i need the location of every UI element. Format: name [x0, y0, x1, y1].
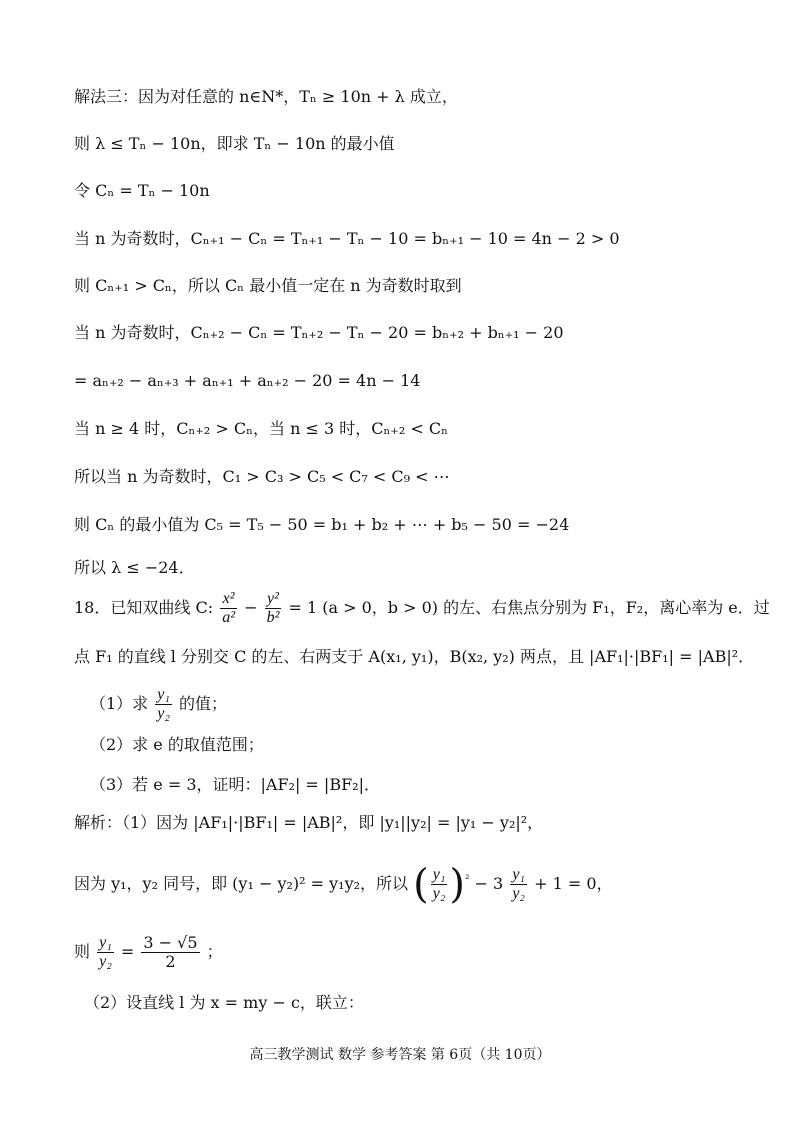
q18-line1-rest: = 1 (a > 0，b > 0) 的左、右焦点分别为 F₁，F₂，离心率为 e．过: [288, 598, 770, 617]
frac-denominator: 2: [165, 952, 176, 971]
page-footer: 高三教学测试 数学 参考答案 第 6页（共 10页）: [249, 1047, 551, 1063]
frac-denominator: y₂: [157, 705, 170, 722]
frac-numerator: y₁: [432, 866, 446, 883]
line-9: 所以当 n 为奇数时，C₁ > C₃ > C₅ < C₇ < C₉ < ⋯: [74, 467, 450, 486]
line-11: 所以 λ ≤ −24．: [74, 558, 195, 577]
line-8: 当 n ≥ 4 时，Cₙ₊₂ > Cₙ，当 n ≤ 3 时，Cₙ₊₂ < Cₙ: [74, 419, 449, 438]
frac-numerator: y₁: [512, 866, 525, 883]
q18-part-2: （2）求 e 的取值范围；: [90, 735, 264, 754]
solution-line-4: （2）设直线 l 为 x = my − c，联立：: [84, 993, 364, 1012]
frac-denominator: y₂: [99, 953, 112, 970]
line-10: 则 Cₙ 的最小值为 C₅ = T₅ − 50 = b₁ + b₂ + ⋯ + b₅ − 50 = −24: [74, 515, 570, 534]
fraction-y1-y2: [97, 934, 114, 971]
fraction-x2-a2: [220, 590, 237, 627]
line-7: = aₙ₊₂ − aₙ₊₃ + aₙ₊₁ + aₙ₊₂ − 20 = 4n − 14: [74, 371, 421, 390]
line-5: 则 Cₙ₊₁ > Cₙ，所以 Cₙ 最小值一定在 n 为奇数时取到: [74, 276, 462, 295]
q18-intro: 18．已知双曲线 C:: [74, 598, 214, 617]
right-paren: ): [449, 861, 466, 908]
part1-suffix: 的值；: [179, 694, 228, 713]
frac-numerator: y₁: [157, 686, 170, 703]
frac-numerator: y₁: [99, 934, 112, 951]
square-exponent: ²: [465, 872, 470, 886]
frac-numerator: 3 − √5: [143, 933, 198, 952]
solution-line-3: [74, 934, 223, 971]
fraction-y1-y2: [155, 686, 172, 723]
line-1: 解法三：因为对任意的 n∈N*，Tₙ ≥ 10n + λ 成立，: [74, 87, 458, 106]
solution-2-suffix: + 1 = 0，: [534, 874, 613, 893]
solution-3-suffix: ；: [206, 942, 223, 961]
solution-2-prefix: 因为 y₁，y₂ 同号，即 (y₁ − y₂)² = y₁y₂，所以: [74, 874, 409, 893]
q18-part-1: [90, 686, 227, 723]
q18-line-2: 点 F₁ 的直线 l 分别交 C 的左、右两支于 A(x₁, y₁)，B(x₂, y₂) 两点，且 |AF₁|·|BF₁| = |AB|²．: [74, 647, 755, 666]
solution-line-2: [74, 861, 613, 908]
equals-sign: =: [120, 942, 135, 961]
solution-2-mid: − 3: [474, 874, 504, 893]
fraction-y1-y2-second: [510, 866, 527, 903]
q18-line-1: [74, 590, 770, 627]
line-3: 令 Cₙ = Tₙ − 10n: [74, 181, 210, 200]
part1-prefix: （1）求: [90, 694, 149, 713]
frac-numerator: y²: [265, 590, 282, 609]
minus-sign: −: [244, 598, 258, 617]
frac-denominator: b²: [266, 609, 280, 626]
frac-denominator: y₂: [512, 885, 525, 902]
q18-part-3: （3）若 e = 3，证明：|AF₂| = |BF₂|．: [90, 775, 380, 794]
left-paren: (: [413, 861, 429, 908]
frac-denominator: y₂: [432, 885, 446, 902]
line-4: 当 n 为奇数时，Cₙ₊₁ − Cₙ = Tₙ₊₁ − Tₙ − 10 = bₙ₊₁ − 10 = 4n − 2 > 0: [74, 229, 620, 248]
solution-3-prefix: 则: [74, 942, 91, 961]
fraction-y1-y2: [431, 866, 448, 903]
frac-denominator: a²: [222, 609, 235, 626]
solution-line-1: 解析：（1）因为 |AF₁|·|BF₁| = |AB|²，即 |y₁||y₂| = |y₁ − y₂|²，: [74, 813, 544, 832]
line-6: 当 n 为奇数时，Cₙ₊₂ − Cₙ = Tₙ₊₂ − Tₙ − 20 = bₙ₊₂ + bₙ₊₁ − 20: [74, 323, 564, 342]
line-2: 则 λ ≤ Tₙ − 10n，即求 Tₙ − 10n 的最小值: [74, 134, 395, 153]
frac-numerator: x²: [220, 590, 237, 609]
fraction-y2-b2: [265, 590, 282, 627]
fraction-result: [141, 934, 199, 971]
